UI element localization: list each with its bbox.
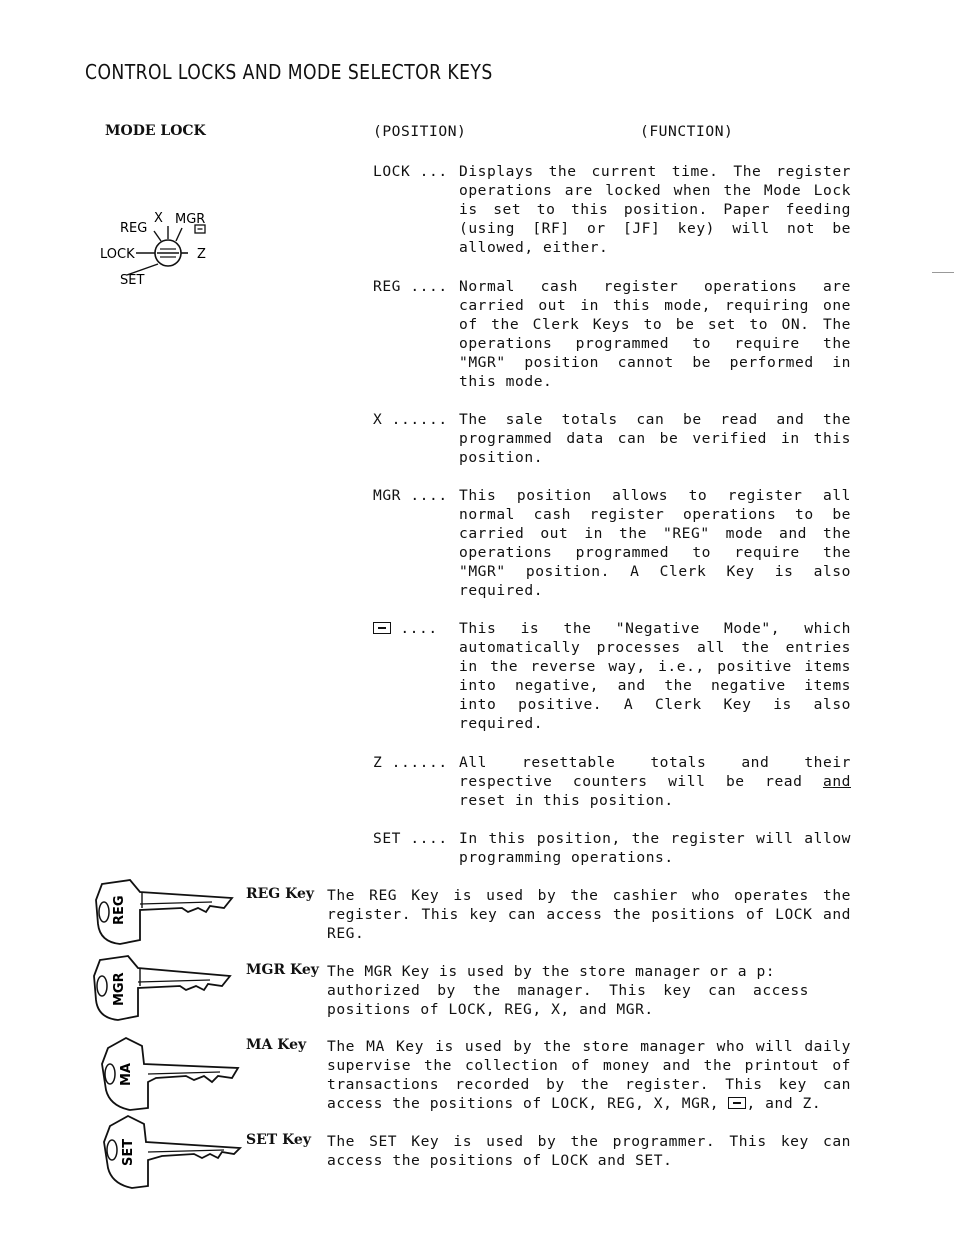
position-set: SET .... bbox=[373, 830, 448, 847]
position-x: X ...... bbox=[373, 411, 448, 428]
underlined-word: and bbox=[822, 773, 851, 791]
position-reg: REG .... bbox=[373, 278, 448, 295]
negative-mode-icon bbox=[373, 622, 391, 634]
set-key-label: SET Key bbox=[246, 1132, 311, 1148]
dial-label-set: SET bbox=[120, 273, 145, 288]
position-z: Z ...... bbox=[373, 754, 448, 771]
position-header: (POSITION) bbox=[373, 123, 467, 140]
reg-key-label: REG Key bbox=[246, 886, 315, 902]
dial-label-lock: LOCK bbox=[100, 247, 135, 262]
function-x: The sale totals can be read and the programmed data can be verified in this position. bbox=[459, 411, 851, 467]
mode-entry-reg bbox=[373, 277, 853, 397]
section-label: MODE LOCK bbox=[105, 123, 206, 139]
mode-lock-dial-diagram bbox=[96, 200, 216, 295]
reg-key-icon bbox=[90, 878, 240, 950]
function-set: In this position, the register will allow programming operations. bbox=[459, 830, 851, 867]
function-header: (FUNCTION) bbox=[640, 123, 734, 140]
mgr-key-label: MGR Key bbox=[246, 962, 319, 978]
mode-entry-lock bbox=[373, 162, 853, 262]
set-key-mark: SET bbox=[121, 1138, 136, 1166]
mgr-key-description bbox=[327, 962, 851, 1019]
set-key-icon bbox=[98, 1112, 248, 1192]
ma-key-icon bbox=[96, 1034, 246, 1114]
function-negative: This is the "Negative Mode", which automatically processes all the entries in the reverse way, i.e., positive items into negative, and the negative items into positive. A Clerk Key is also required. bbox=[459, 620, 851, 733]
mgr-key-icon bbox=[88, 954, 238, 1026]
margin-mark bbox=[932, 272, 954, 273]
ma-key-label: MA Key bbox=[246, 1037, 307, 1053]
mode-entry-z bbox=[373, 753, 853, 813]
ma-key-mark: MA bbox=[119, 1063, 134, 1086]
dial-label-z: Z bbox=[197, 247, 206, 262]
mgr-key-description-rest: authorized by the manager. This key can access positions of LOCK, REG, X, and MGR. bbox=[327, 982, 809, 1019]
function-lock: Displays the current time. The register operations are locked when the Mode Lock is set to this position. Paper feeding (using [RF] or [JF] key) will not be allowed, either. bbox=[459, 163, 851, 257]
dial-label-reg: REG bbox=[120, 221, 148, 236]
mode-entry-x bbox=[373, 410, 853, 470]
function-z: All resettable totals and their respective counters will be read and reset in this position. bbox=[459, 754, 851, 810]
reg-key-mark: REG bbox=[112, 895, 127, 925]
mode-entry-mgr bbox=[373, 486, 853, 606]
mode-entry-set bbox=[373, 829, 853, 869]
mgr-key-description-line1: The MGR Key is used by the store manager or a p: bbox=[327, 963, 776, 980]
negative-mode-icon bbox=[728, 1097, 746, 1109]
set-key-description: The SET Key is used by the programmer. This key can access the positions of LOCK and SET. bbox=[327, 1133, 851, 1170]
dial-label-mgr: MGR bbox=[175, 212, 206, 227]
ma-key-description: The MA Key is used by the store manager who will daily supervise the collection of money and the printout of transactions recorded by the register. This key can access the positions of LOCK, REG, X, MGR, , and Z. bbox=[327, 1038, 851, 1113]
function-reg: Normal cash register operations are carried out in this mode, requiring one of the Clerk Keys to be set to ON. The operations programmed to require the "MGR" position cannot be performed in this mode. bbox=[459, 278, 851, 391]
position-negative: .... bbox=[373, 619, 438, 638]
mode-entry-negative bbox=[373, 619, 853, 739]
function-mgr: This position allows to register all normal cash register operations to be carried out in the "REG" mode and the operations programmed to require the "MGR" position. A Clerk Key is also required. bbox=[459, 487, 851, 600]
reg-key-description: The REG Key is used by the cashier who operates the register. This key can access the positions of LOCK and REG. bbox=[327, 887, 851, 943]
position-mgr: MGR .... bbox=[373, 487, 448, 504]
dial-label-x: X bbox=[154, 211, 163, 226]
mgr-key-mark: MGR bbox=[112, 972, 127, 1006]
position-lock: LOCK ... bbox=[373, 163, 448, 180]
page-title: CONTROL LOCKS AND MODE SELECTOR KEYS bbox=[85, 60, 493, 84]
